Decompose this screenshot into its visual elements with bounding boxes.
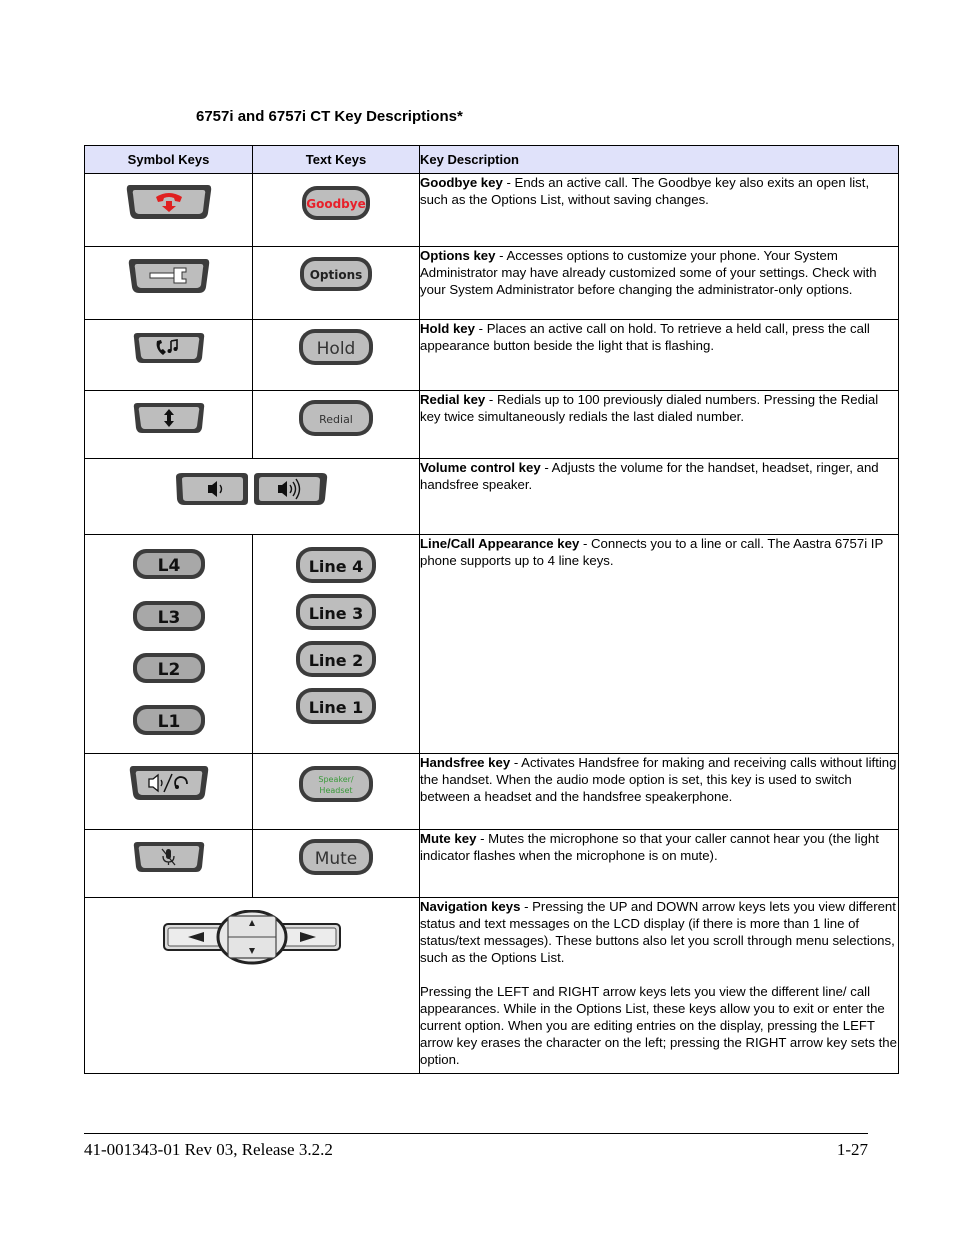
redial-arrows-icon [131,401,207,435]
redial-text-key [297,398,375,438]
key-name: Handsfree key [420,755,511,770]
description-cell [420,247,899,320]
svg-text:Options: Options [309,268,363,282]
symbol-key-cell [85,320,253,391]
table-row [85,535,899,754]
key-description: - Activates Handsfree for making and receiving calls without lifting the handset. When the audio mode option is set, this key is used to switch between a headset and the handsfree speakerphone. [420,755,897,804]
symbol-key-cell [85,391,253,459]
table-header-row [85,146,899,174]
key-description: - Adjusts the volume for the handset, headset, ringer, and handsfree speaker. [420,460,879,492]
key-description: - Connects you to a line or call. The Aastra 6757i IP phone supports up to 4 line keys. [420,536,884,568]
svg-text:L2: L2 [157,660,180,680]
table-row [85,391,899,459]
phone-music-icon [131,331,207,365]
key-description: - Redials up to 100 previously dialed numbers. Pressing the Redial key twice simultaneously redials the last dialed number. [420,392,879,424]
speaker-volume-icon [174,471,330,507]
text-key-cell [253,754,420,830]
line-4-text-key [294,545,378,585]
options-text-key [298,255,374,295]
line-3-text-key [294,592,378,632]
column-header-text: Text Keys [253,146,420,174]
text-key-cell [253,247,420,320]
navigation-description-paragraph-2: Pressing the LEFT and RIGHT arrow keys lets you view the different line/ call appearances. While in the Options List, these keys allow you to exit or enter the current option. When you are editing entries on the display, pressing the LEFT arrow key erases the character on the left; pressing the RIGHT arrow key sets the option. [420,984,897,1067]
navigation-arrows-icon [160,910,344,968]
svg-text:L4: L4 [157,556,180,576]
description-cell [420,459,899,535]
table-row [85,898,899,1074]
text-key-cell [253,320,420,391]
svg-text:Line 1: Line 1 [308,698,364,717]
description-cell [420,898,899,1074]
description-cell [420,320,899,391]
footer-document-id: 41-001343-01 Rev 03, Release 3.2.2 [84,1140,333,1159]
key-description: - Mutes the microphone so that your caller cannot hear you (the light indicator flashes when the microphone is on mute). [420,831,879,863]
line-key-l4-icon [131,548,207,580]
key-name: Navigation keys [420,899,521,914]
footer-page-number: 1-27 [836,1140,868,1159]
svg-text:Redial: Redial [319,413,353,426]
footer-rule [84,1133,868,1134]
table-row [85,830,899,898]
line-1-text-key [294,686,378,726]
svg-text:Speaker/: Speaker/ [318,775,354,784]
svg-text:Goodbye: Goodbye [306,197,366,211]
table-row [85,174,899,247]
symbol-key-cell [85,247,253,320]
key-name: Hold key [420,321,475,336]
volume-keys-cell [85,459,420,535]
key-descriptions-table [84,145,899,1074]
description-cell [420,391,899,459]
svg-text:Line 3: Line 3 [308,604,364,623]
description-cell [420,830,899,898]
wrench-icon [126,256,212,296]
text-key-cell [253,174,420,247]
line-key-l2-icon [131,652,207,684]
svg-text:L1: L1 [157,712,180,732]
key-description: - Pressing the UP and DOWN arrow keys lets you view different status and text messages on the LCD display (if there is more than 1 line of status/text messages). These buttons also let you scroll through menu selections, such as the Options List. [420,899,896,965]
text-key-cell [253,535,420,754]
line-key-l1-icon [131,704,207,736]
symbol-key-cell [85,535,253,754]
key-description: - Places an active call on hold. To retrieve a held call, press the call appearance button beside the light that is flashing. [420,321,870,353]
mute-text-key [297,837,375,879]
key-name: Line/Call Appearance key [420,536,580,551]
speaker-headset-icon [127,763,211,803]
description-cell [420,754,899,830]
symbol-key-cell [85,754,253,830]
svg-text:Headset: Headset [319,786,353,795]
navigation-keys-cell [85,898,420,1074]
symbol-key-cell [85,174,253,247]
line-2-text-key [294,639,378,679]
table-row [85,754,899,830]
symbol-key-cell [85,830,253,898]
table-row [85,247,899,320]
svg-text:Hold: Hold [316,339,356,359]
table-row [85,320,899,391]
svg-text:Line 2: Line 2 [308,651,364,670]
hang-up-handset-icon [124,182,214,222]
svg-text:Line 4: Line 4 [308,557,364,576]
muted-microphone-icon [131,840,207,874]
line-key-l3-icon [131,600,207,632]
key-name: Redial key [420,392,486,407]
key-name: Mute key [420,831,477,846]
goodbye-text-key [300,184,372,224]
hold-text-key [297,327,375,369]
description-cell [420,174,899,247]
key-description: - Accesses options to customize your phone. Your System Administrator may have already customized some of your settings. Check with your System Administrator before changing the administrator-only options. [420,248,877,297]
key-name: Options key [420,248,496,263]
navigation-description-paragraph-1 [420,898,898,966]
speaker-headset-text-key [297,764,375,804]
table-row [85,459,899,535]
key-name: Volume control key [420,460,541,475]
column-header-description: Key Description [420,146,899,174]
text-key-cell [253,391,420,459]
svg-text:L3: L3 [157,608,180,628]
section-title: 6757i and 6757i CT Key Descriptions* [196,108,463,125]
key-name: Goodbye key [420,175,503,190]
text-key-cell [253,830,420,898]
svg-text:Mute: Mute [314,849,358,869]
key-description: - Ends an active call. The Goodbye key also exits an open list, such as the Options List, without saving changes. [420,175,870,207]
column-header-symbol: Symbol Keys [85,146,253,174]
description-cell [420,535,899,754]
